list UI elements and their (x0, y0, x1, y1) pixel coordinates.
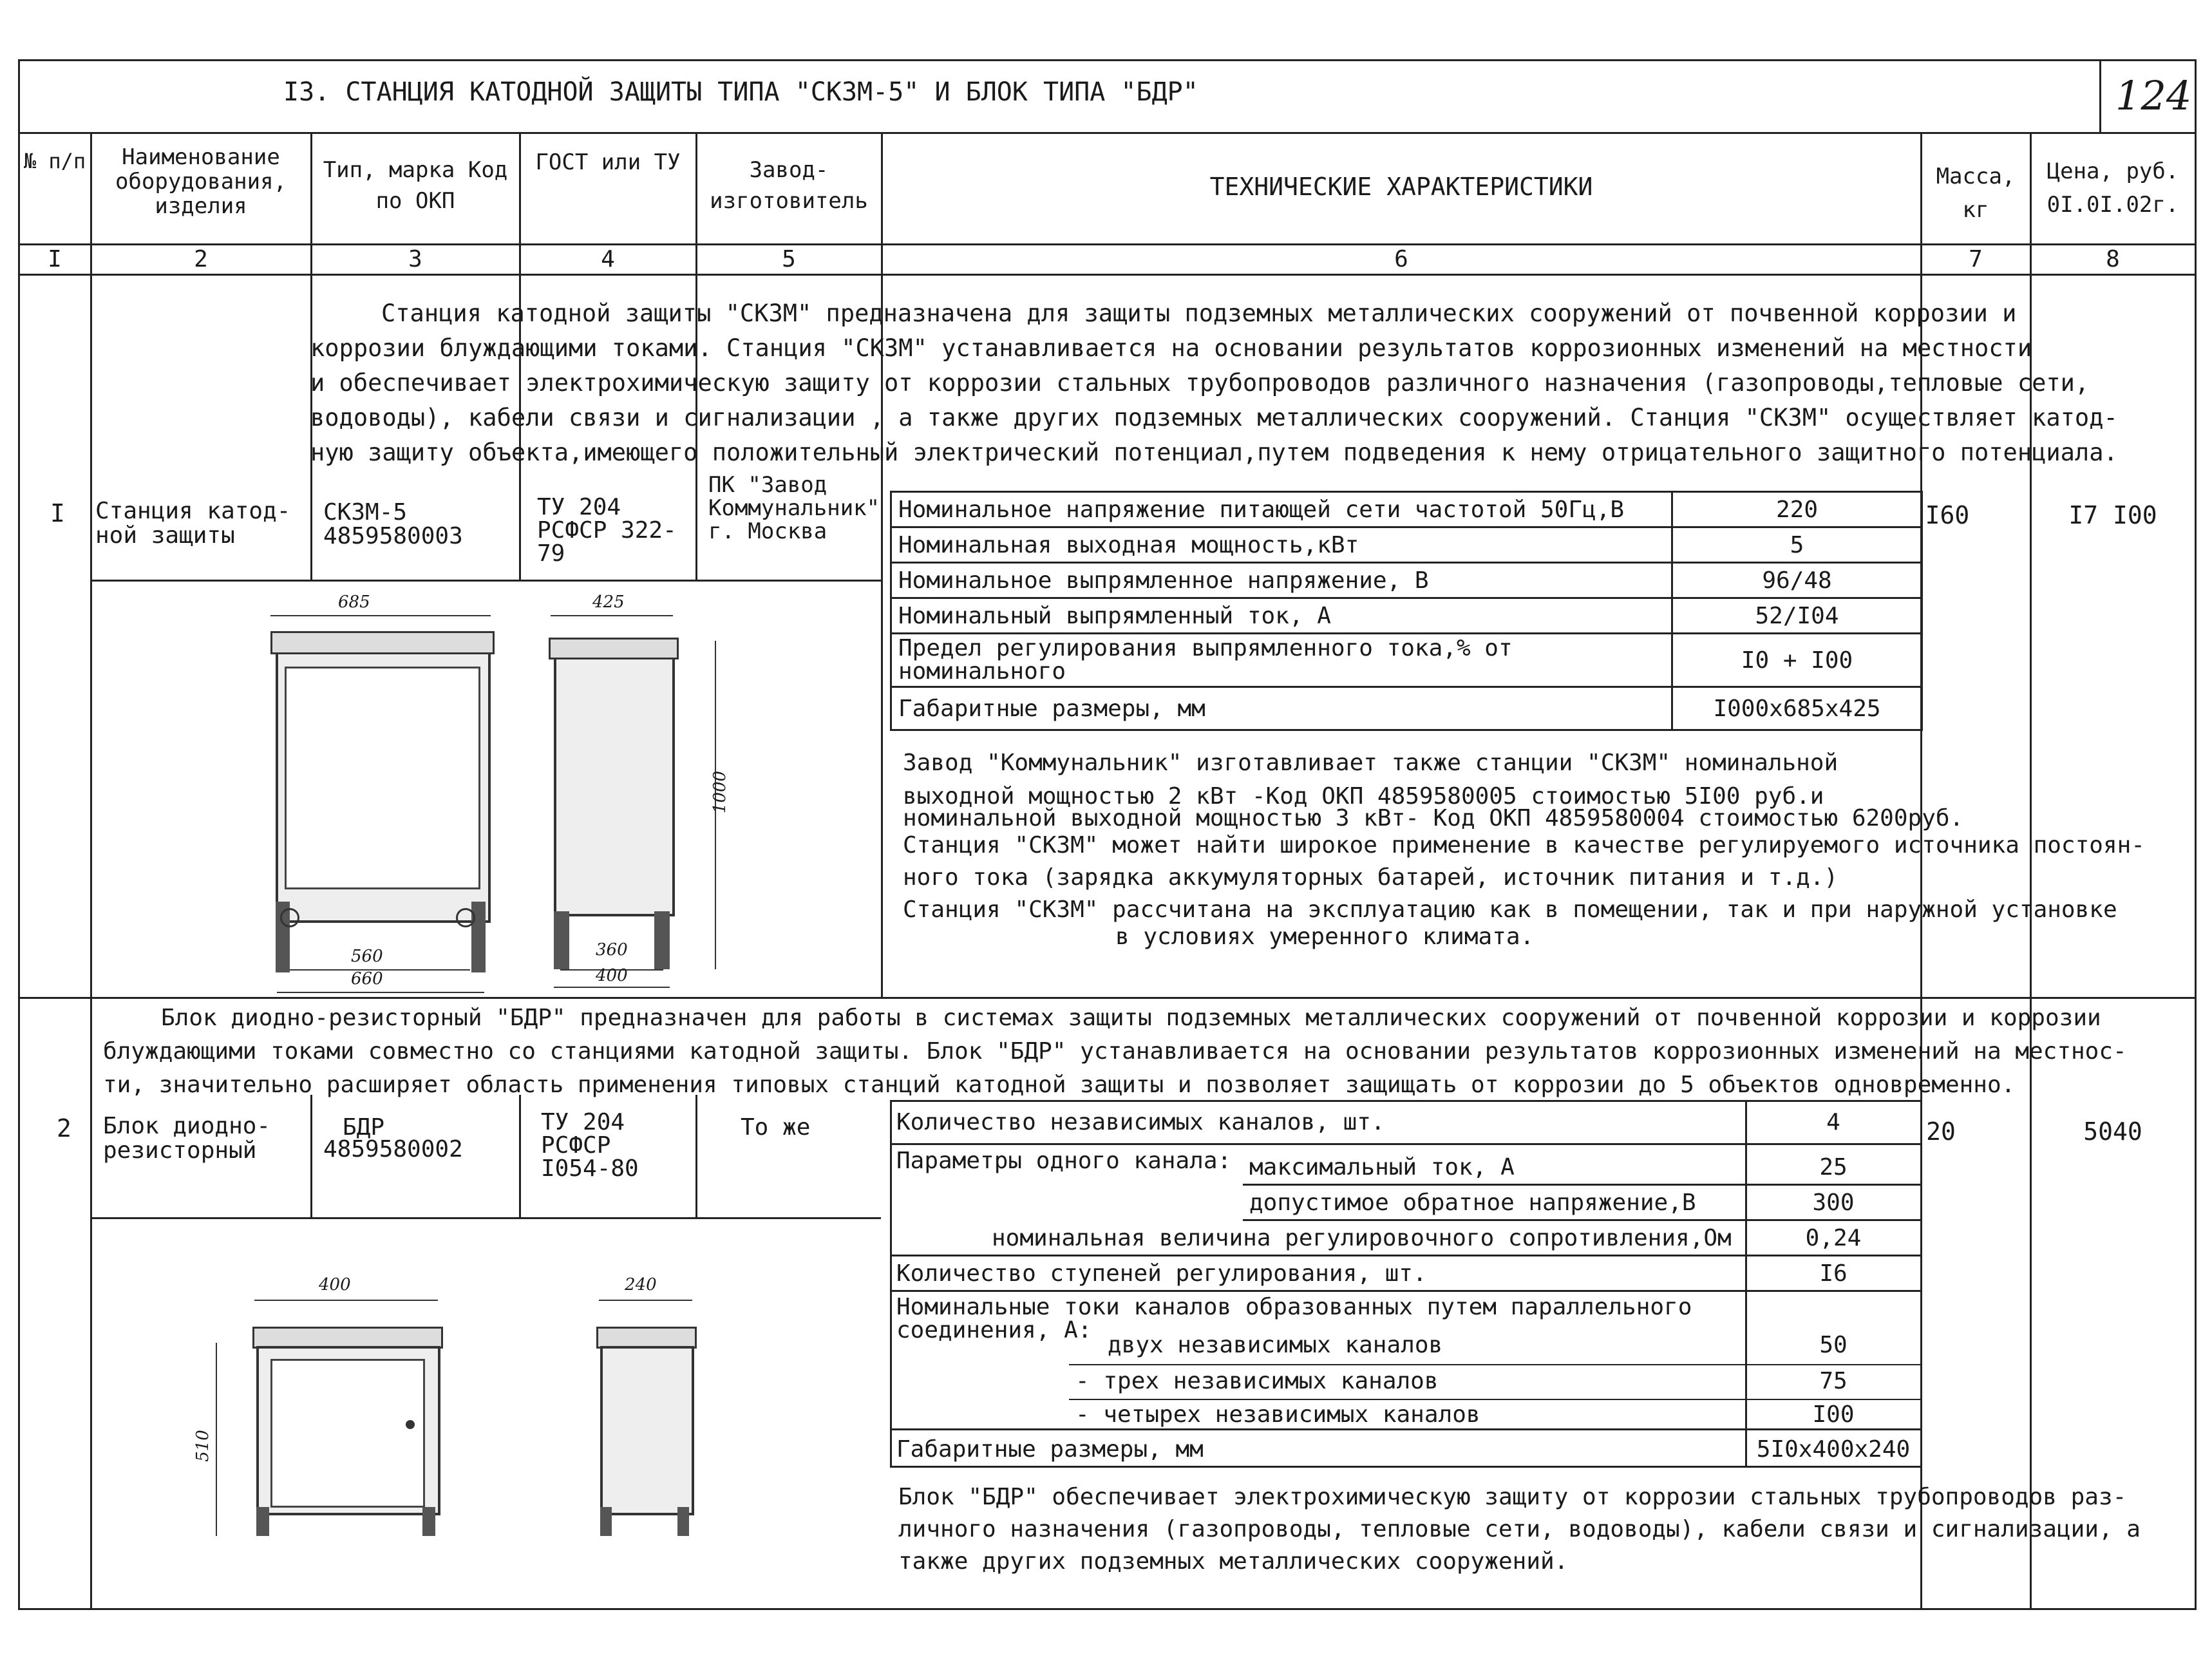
spec-params-label: Параметры одного канала: (896, 1148, 1232, 1174)
row2-notes (898, 1481, 2186, 1578)
spec-resistance-name: номинальная величина регулировочного сопротивления,Ом (992, 1225, 1732, 1251)
header-technical-specs: ТЕХНИЧЕСКИЕ ХАРАКТЕРИСТИКИ (1209, 173, 1593, 201)
dim-bdr-height: 510 (193, 1430, 213, 1462)
spec-value: I0 + I00 (1672, 634, 1922, 687)
row2-type: БДР (343, 1114, 385, 1141)
row1-number: I (50, 499, 65, 527)
spec-reverse-voltage-name: допустимое обратное напряжение,В (1249, 1189, 1696, 1216)
row1-note-line: выходной мощностью 2 кВт -Код ОКП 4859580005 стоимостью 5I00 руб.и (903, 783, 1824, 810)
row1-intro-line: Станция катодной защиты "СКЗМ" предназначена для защиты подземных металлических сооружений от почвенной коррозии и (381, 299, 2017, 327)
row1-note-line: номинальной выходной мощностью 3 кВт- Код ОКП 4859580004 стоимостью 6200руб. (903, 805, 1964, 831)
spec-row (891, 563, 1922, 598)
row2-mass: 20 (1926, 1117, 1956, 1146)
spec-value: 52/I04 (1672, 598, 1922, 634)
row2-number: 2 (57, 1114, 71, 1142)
col-number-8: 8 (2106, 246, 2120, 272)
spec-name: Номинальная выходная мощность,кВт (891, 527, 1672, 563)
row1-intro-line: коррозии блуждающими токами. Станция "СКЗМ" устанавливается на основании результатов коррозионных изменений на местности (310, 334, 2032, 362)
spec-row (891, 527, 1922, 563)
spec-value: 5 (1672, 527, 1922, 563)
spec-steps-value: I6 (1819, 1260, 1848, 1287)
row2-gost: ТУ 204 РСФСР I054-80 (541, 1109, 639, 1182)
row2-intro-line: Блок диодно-резисторный "БДР" предназначен для работы в системах защиты подземных металлических сооружений от почвенной коррозии и коррозии (161, 1005, 2101, 1031)
page-number: 124 (2115, 72, 2192, 119)
spec-steps-name: Количество ступеней регулирования, шт. (896, 1260, 1427, 1287)
row2-price: 5040 (2083, 1117, 2142, 1146)
header-mass: Масса, кг (1936, 164, 2016, 223)
row2-okp: 4859580002 (323, 1136, 463, 1162)
row1-type: СКЗМ-5 (323, 499, 408, 526)
row2-note-line: Блок "БДР" обеспечивает электрохимическую защиту от коррозии стальных трубопроводов раз- (898, 1484, 2127, 1510)
row1-notes (903, 747, 2184, 948)
spec-value: 220 (1672, 492, 1922, 527)
spec-row (891, 598, 1922, 634)
spec-four-channels-value: I00 (1812, 1401, 1855, 1428)
spec-channels-value: 4 (1826, 1109, 1840, 1135)
spec-size-name: Габаритные размеры, мм (896, 1436, 1204, 1463)
row1-intro (310, 296, 2191, 470)
header-gost: ГОСТ или ТУ (535, 149, 681, 175)
col-number-6: 6 (1394, 246, 1408, 272)
col-number-3: 3 (408, 246, 422, 272)
dim-height: 1000 (710, 770, 730, 814)
row1-maker: ПК "Завод Коммунальник" г. Москва (708, 472, 880, 544)
spec-parallel-label: Номинальные токи каналов образованных путем параллельного соединения, А: (896, 1294, 1692, 1343)
col-number-1: I (48, 246, 62, 272)
dim-depth-top: 425 (592, 592, 625, 612)
dim-bdr-depth: 240 (625, 1275, 657, 1294)
row1-intro-line: ную защиту объекта,имеющего положительный электрический потенциал,путем подведения к нему отрицательного защитного потенциала. (310, 439, 2118, 466)
row1-intro-line: и обеспечивает электрохимическую защиту от коррозии стальных трубопроводов различного назначения (газопроводы,тепловые сети, (310, 369, 2090, 397)
spec-row (891, 634, 1922, 687)
spec-channels-name: Количество независимых каналов, шт. (896, 1109, 1385, 1135)
spec-name: Предел регулирования выпрямленного тока,% от номинального (891, 634, 1672, 687)
row2-intro-line: блуждающими токами совместно со станциями катодной защиты. Блок "БДР" устанавливается на основании результатов коррозионных изменений на местнос- (103, 1038, 2127, 1065)
row1-mass: I60 (1925, 501, 1970, 529)
spec-name: Номинальный выпрямленный ток, А (891, 598, 1672, 634)
header-price: Цена, руб. 0I.0I.02г. (2047, 158, 2179, 218)
header-number: № п/п (23, 149, 86, 173)
spec-value: I000x685x425 (1672, 687, 1922, 730)
row1-note-line: Завод "Коммунальник" изготавливает также станции "СКЗМ" номинальной (903, 750, 1839, 776)
spec-name: Габаритные размеры, мм (891, 687, 1672, 730)
row1-okp: 4859580003 (323, 523, 463, 549)
spec-name: Номинальное выпрямленное напряжение, В (891, 563, 1672, 598)
spec-value: 96/48 (1672, 563, 1922, 598)
row2-intro-line: ти, значительно расширяет область применения типовых станций катодной защиты и позволяет защищать от коррозии до 5 объектов одновременно. (103, 1072, 2016, 1098)
row1-note-line: в условиях умеренного климата. (1115, 924, 1535, 950)
row1-note-line: ного тока (зарядка аккумуляторных батарей, источник питания и т.д.) (903, 864, 1839, 891)
row1-spec-table (890, 491, 1923, 731)
row2-note-line: личного назначения (газопроводы, тепловые сети, водоводы), кабели связи и сигнализации, а (898, 1516, 2141, 1542)
document-title: I3. СТАНЦИЯ КАТОДНОЙ ЗАЩИТЫ ТИПА "СКЗМ-5" И БЛОК ТИПА "БДР" (283, 77, 1198, 107)
row1-price: I7 I00 (2068, 501, 2157, 529)
header-maker: Завод- изготовитель (710, 157, 868, 214)
dim-width-top: 685 (338, 592, 370, 612)
spec-two-channels-value: 50 (1819, 1332, 1848, 1358)
row1-note-line: Станция "СКЗМ" рассчитана на эксплуатацию как в помещении, так и при наружной установке (903, 896, 2117, 923)
header-name: Наименование оборудования, изделия (115, 144, 287, 219)
spec-row (891, 492, 1922, 527)
spec-name: Номинальное напряжение питающей сети частотой 50Гц,В (891, 492, 1672, 527)
col-number-7: 7 (1969, 246, 1983, 272)
row2-intro (103, 1001, 2189, 1102)
col-number-2: 2 (194, 246, 208, 272)
dim-width-base1: 560 (351, 947, 383, 966)
spec-max-current-name: максимальный ток, А (1249, 1154, 1515, 1180)
row1-gost: ТУ 204 РСФСР 322- 79 (537, 494, 677, 567)
row2-name: Блок диодно- резисторный (103, 1113, 271, 1164)
row1-name: Станция катод- ной защиты (95, 498, 291, 549)
dim-depth-base2: 400 (596, 966, 628, 985)
dim-width-base2: 660 (351, 969, 383, 989)
row2-note-line: также других подземных металлических сооружений. (898, 1548, 1569, 1575)
row2-maker: То же (741, 1114, 811, 1141)
row1-intro-line: водоводы), кабели связи и сигнализации , а также других подземных металлических сооружений. Станция "СКЗМ" осуществляет катод- (310, 404, 2118, 431)
spec-resistance-value: 0,24 (1805, 1225, 1862, 1251)
spec-reverse-voltage-value: 300 (1812, 1189, 1855, 1216)
col-number-5: 5 (782, 246, 796, 272)
spec-three-channels-name: - трех независимых каналов (1075, 1368, 1439, 1394)
row1-note-line: Станция "СКЗМ" может найти широкое применение в качестве регулируемого источника постоян- (903, 832, 2145, 858)
col-number-4: 4 (601, 246, 615, 272)
dim-bdr-width: 400 (319, 1275, 351, 1294)
spec-four-channels-name: - четырех независимых каналов (1075, 1401, 1480, 1428)
header-type: Тип, марка Код по ОКП (323, 157, 508, 214)
spec-size-value: 5I0x400x240 (1756, 1436, 1911, 1463)
dim-depth-base1: 360 (596, 940, 628, 960)
spec-row (891, 687, 1922, 730)
spec-two-channels-name: двух независимых каналов (1108, 1332, 1443, 1358)
spec-three-channels-value: 75 (1819, 1368, 1848, 1394)
spec-max-current-value: 25 (1819, 1154, 1848, 1180)
